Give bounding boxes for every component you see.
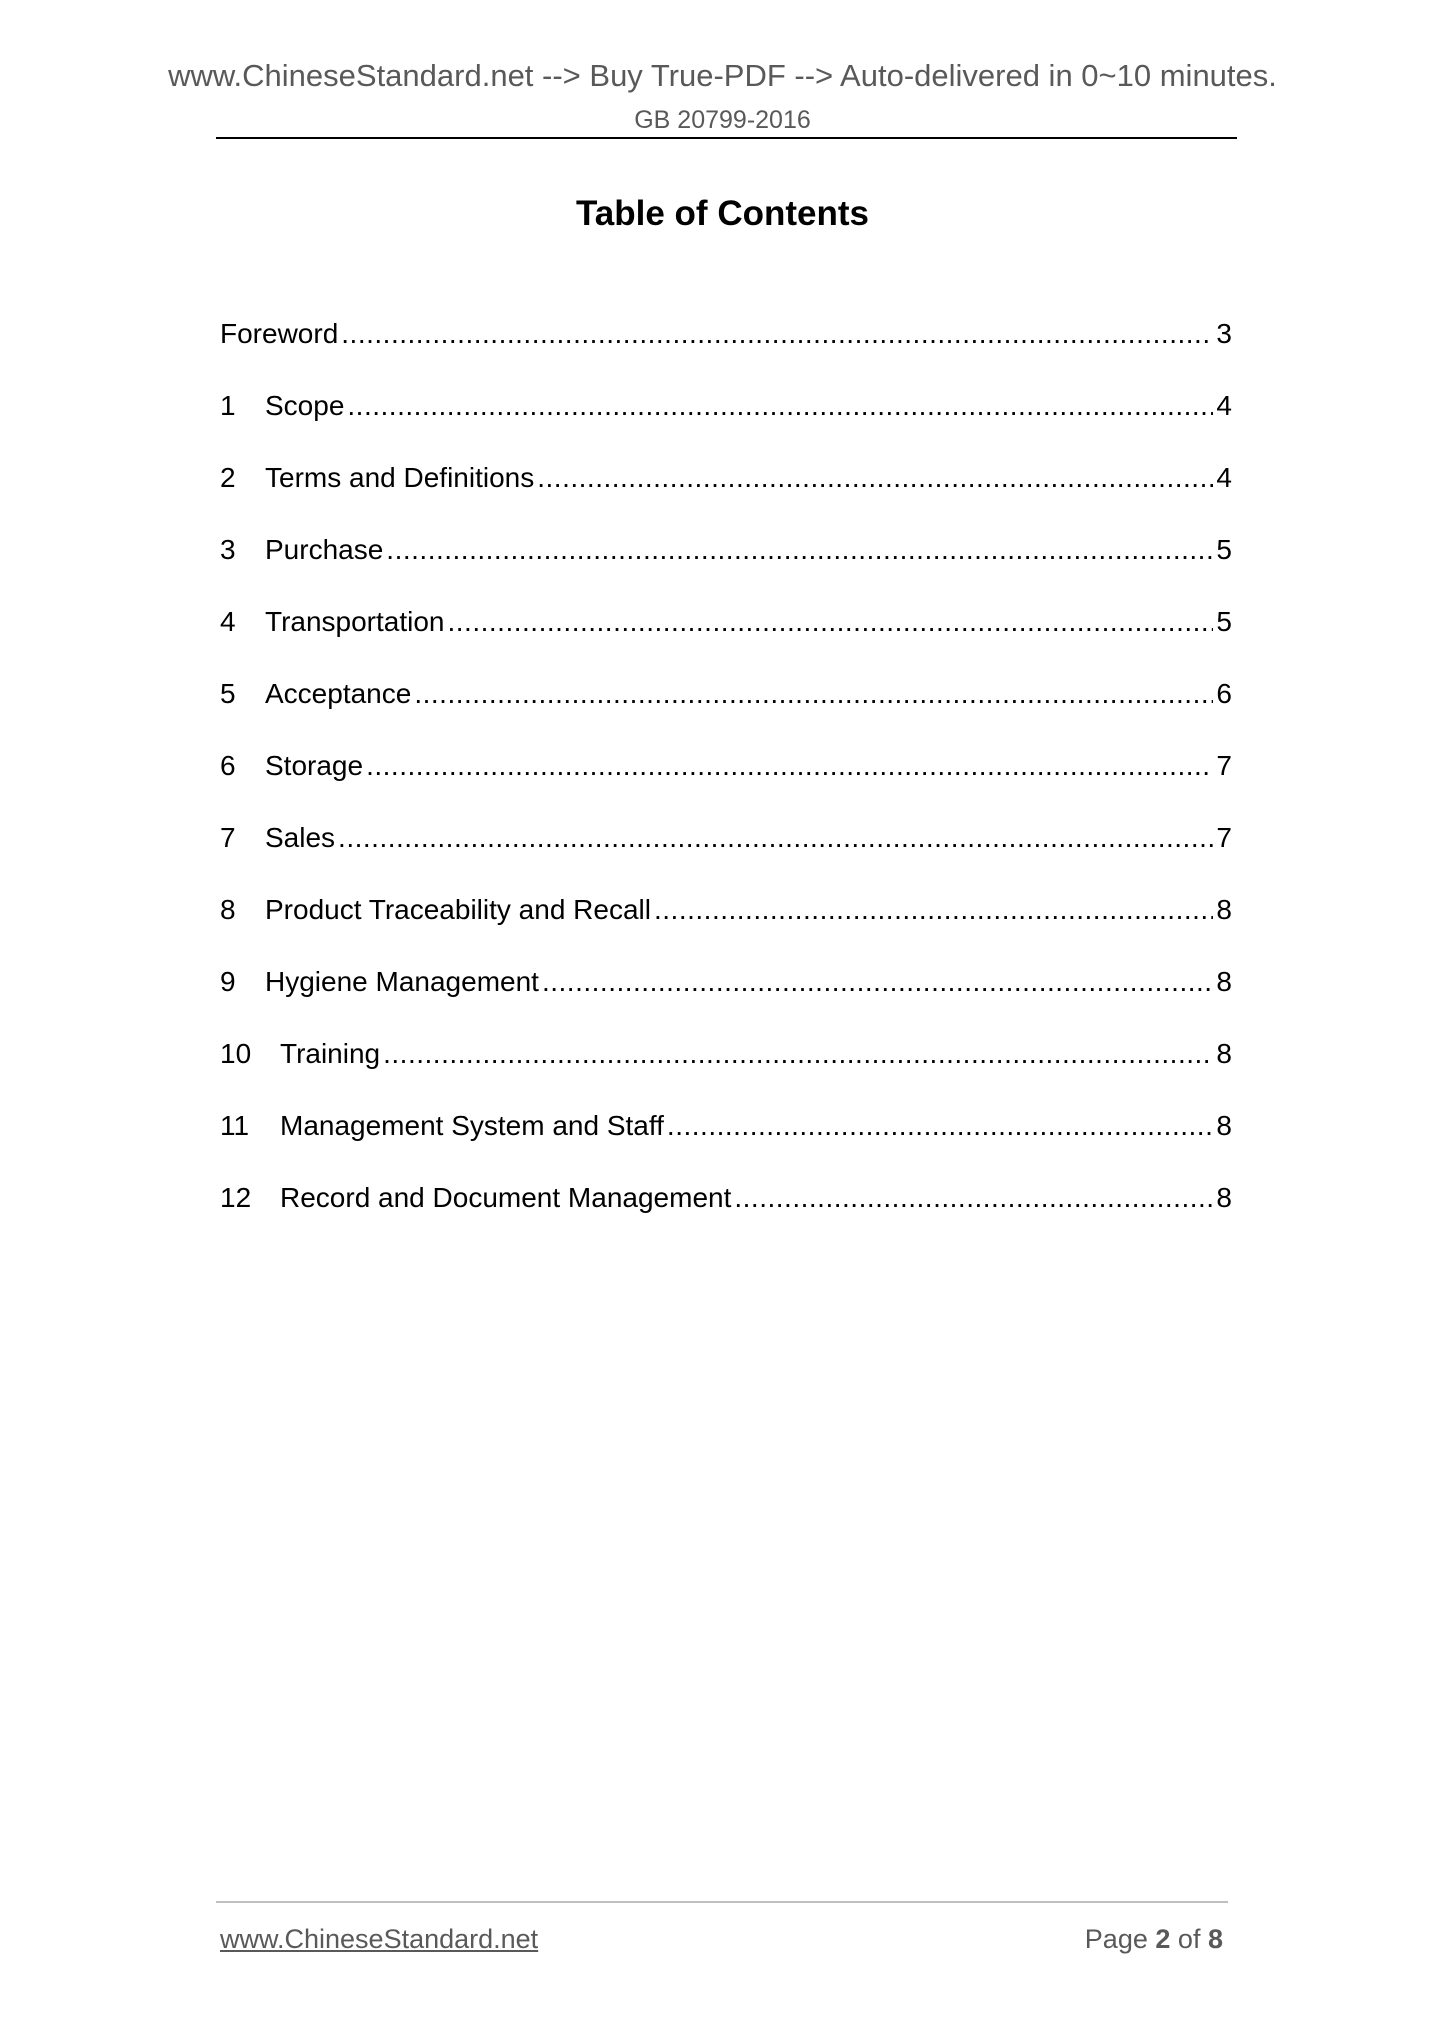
toc-leader-dots bbox=[338, 816, 1213, 860]
toc-entry-title: Foreword bbox=[220, 318, 339, 349]
toc-entry-sales[interactable] bbox=[220, 816, 1232, 888]
toc-leader-dots bbox=[386, 528, 1213, 572]
toc-entry-title: Terms and Definitions bbox=[265, 462, 535, 493]
toc-entry-training[interactable] bbox=[220, 1032, 1232, 1104]
toc-entry-page: 8 bbox=[1216, 894, 1232, 925]
toc-entry-title: Management System and Staff bbox=[280, 1110, 664, 1141]
toc-entry-number: 8 bbox=[220, 894, 236, 925]
toc-entry-page: 5 bbox=[1216, 606, 1232, 637]
header-banner: www.ChineseStandard.net --> Buy True-PDF --> Auto-delivered in 0~10 minutes. bbox=[168, 58, 1277, 93]
toc-entry-title: Acceptance bbox=[265, 678, 412, 709]
toc-entry-page: 4 bbox=[1216, 462, 1232, 493]
toc-entry-title: Scope bbox=[265, 390, 345, 421]
toc-entry-page: 8 bbox=[1216, 1182, 1232, 1213]
toc-list bbox=[220, 312, 1232, 1248]
standard-number: GB 20799-2016 bbox=[634, 106, 811, 134]
toc-leader-dots bbox=[414, 672, 1213, 716]
toc-leader-dots bbox=[366, 744, 1213, 788]
toc-entry-title: Purchase bbox=[265, 534, 384, 565]
toc-entry-terms-and-definitions[interactable] bbox=[220, 456, 1232, 528]
toc-entry-title: Training bbox=[280, 1038, 381, 1069]
toc-leader-dots bbox=[537, 456, 1213, 500]
toc-entry-title: Storage bbox=[265, 750, 364, 781]
toc-entry-page: 7 bbox=[1216, 822, 1232, 853]
toc-entry-foreword[interactable] bbox=[220, 312, 1232, 384]
toc-entry-number: 10 bbox=[220, 1038, 252, 1069]
toc-entry-title: Hygiene Management bbox=[265, 966, 539, 997]
page-prefix: Page bbox=[1084, 1924, 1148, 1954]
toc-title: Table of Contents bbox=[576, 194, 869, 233]
toc-entry-page: 4 bbox=[1216, 390, 1232, 421]
toc-entry-page: 8 bbox=[1216, 966, 1232, 997]
toc-entry-page: 5 bbox=[1216, 534, 1232, 565]
toc-entry-number: 2 bbox=[220, 462, 236, 493]
footer-divider bbox=[216, 1901, 1228, 1903]
toc-entry-number: 12 bbox=[220, 1182, 252, 1213]
toc-entry-page: 7 bbox=[1216, 750, 1232, 781]
toc-entry-title: Product Traceability and Recall bbox=[265, 894, 651, 925]
page-total: 8 bbox=[1207, 1924, 1223, 1954]
toc-entry-number: 6 bbox=[220, 750, 236, 781]
toc-leader-dots bbox=[347, 384, 1213, 428]
page-current: 2 bbox=[1155, 1924, 1171, 1954]
toc-entry-transportation[interactable] bbox=[220, 600, 1232, 672]
toc-leader-dots bbox=[341, 312, 1213, 356]
toc-entry-acceptance[interactable] bbox=[220, 672, 1232, 744]
toc-entry-page: 3 bbox=[1216, 318, 1232, 349]
toc-entry-number: 5 bbox=[220, 678, 236, 709]
header-divider bbox=[216, 137, 1237, 139]
toc-entry-record-and-document[interactable] bbox=[220, 1176, 1232, 1248]
toc-entry-number: 1 bbox=[220, 390, 236, 421]
toc-entry-page: 6 bbox=[1216, 678, 1232, 709]
toc-leader-dots bbox=[542, 960, 1213, 1004]
toc-entry-page: 8 bbox=[1216, 1038, 1232, 1069]
toc-entry-hygiene-management[interactable] bbox=[220, 960, 1232, 1032]
toc-leader-dots bbox=[734, 1176, 1213, 1220]
toc-entry-number: 11 bbox=[220, 1110, 250, 1141]
page-indicator bbox=[1085, 1924, 1223, 1955]
toc-leader-dots bbox=[654, 888, 1213, 932]
toc-entry-number: 9 bbox=[220, 966, 236, 997]
toc-entry-management-system[interactable] bbox=[220, 1104, 1232, 1176]
toc-entry-page: 8 bbox=[1216, 1110, 1232, 1141]
toc-leader-dots bbox=[383, 1032, 1213, 1076]
toc-entry-storage[interactable] bbox=[220, 744, 1232, 816]
toc-entry-number: 3 bbox=[220, 534, 236, 565]
toc-entry-purchase[interactable] bbox=[220, 528, 1232, 600]
toc-entry-title: Transportation bbox=[265, 606, 445, 637]
toc-entry-number: 7 bbox=[220, 822, 236, 853]
footer-site-link[interactable]: www.ChineseStandard.net bbox=[220, 1924, 539, 1954]
toc-leader-dots bbox=[667, 1104, 1214, 1148]
toc-entry-title: Record and Document Management bbox=[280, 1182, 732, 1213]
toc-entry-title: Sales bbox=[265, 822, 336, 853]
toc-entry-scope[interactable] bbox=[220, 384, 1232, 456]
toc-entry-product-traceability[interactable] bbox=[220, 888, 1232, 960]
toc-entry-number: 4 bbox=[220, 606, 236, 637]
toc-leader-dots bbox=[448, 600, 1214, 644]
page-of: of bbox=[1177, 1924, 1201, 1954]
